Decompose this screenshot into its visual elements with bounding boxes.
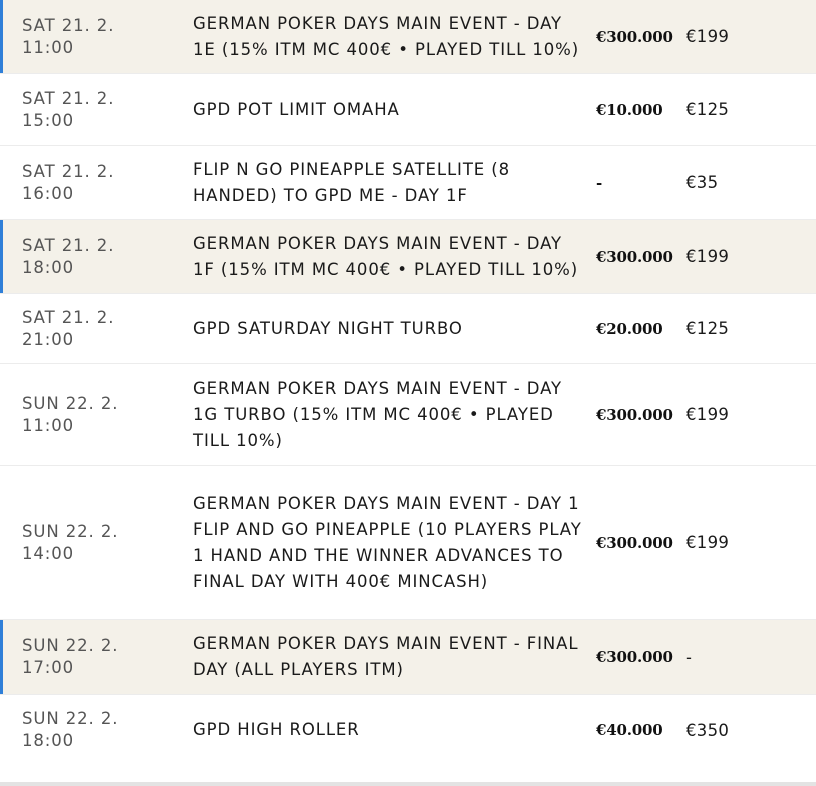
schedule-row[interactable] (0, 74, 816, 146)
event-time: 18:00 (22, 731, 75, 750)
schedule-row[interactable] (0, 466, 816, 620)
event-guarantee: €300.000 (596, 533, 673, 552)
event-datetime (22, 466, 172, 619)
event-name: GPD SATURDAY NIGHT TURBO (193, 318, 463, 338)
event-datetime (22, 695, 172, 765)
event-guarantee: €10.000 (596, 100, 663, 119)
event-name: GPD POT LIMIT OMAHA (193, 99, 400, 119)
event-buyin: - (686, 647, 693, 667)
schedule-row[interactable] (0, 146, 816, 220)
event-datetime (22, 146, 172, 219)
event-name: GERMAN POKER DAYS MAIN EVENT - DAY 1 FLIP AND GO PINEAPPLE (10 PLAYERS PLAY 1 HAND AND THE WINNER ADVANCES TO FINAL DAY WITH 400€ MINCASH) (193, 493, 582, 591)
event-datetime (22, 0, 172, 73)
event-time: 18:00 (22, 257, 75, 277)
schedule-row[interactable] (0, 695, 816, 765)
event-time: 15:00 (22, 110, 75, 130)
event-buyin: €350 (686, 720, 730, 740)
event-day: SAT 21. 2. (22, 88, 115, 108)
event-name: GPD HIGH ROLLER (193, 720, 360, 739)
event-buyin: €199 (686, 405, 730, 424)
event-name: GERMAN POKER DAYS MAIN EVENT - FINAL DAY (ALL PLAYERS ITM) (193, 634, 579, 679)
event-time: 17:00 (22, 658, 75, 677)
event-day: SUN 22. 2. (22, 636, 119, 655)
event-buyin: €199 (686, 27, 730, 46)
event-guarantee: €40.000 (596, 721, 663, 739)
event-guarantee: €20.000 (596, 319, 663, 338)
schedule-row[interactable] (0, 364, 816, 466)
event-day: SAT 21. 2. (22, 235, 115, 255)
event-time: 11:00 (22, 415, 75, 435)
event-datetime (22, 620, 172, 694)
event-guarantee: €300.000 (596, 27, 673, 46)
event-name: GERMAN POKER DAYS MAIN EVENT - DAY 1E (15% ITM MC 400€ • PLAYED TILL 10%) (193, 13, 580, 59)
schedule-row[interactable] (0, 0, 816, 74)
event-datetime (22, 74, 172, 145)
schedule-row[interactable] (0, 220, 816, 294)
event-buyin: €199 (686, 533, 730, 552)
event-buyin: €35 (686, 173, 719, 192)
event-day: SUN 22. 2. (22, 521, 119, 541)
event-guarantee: €300.000 (596, 405, 673, 424)
event-buyin: €125 (686, 319, 730, 338)
event-time: 14:00 (22, 543, 75, 563)
event-datetime (22, 364, 172, 465)
event-name: FLIP N GO PINEAPPLE SATELLITE (8 HANDED) TO GPD ME - DAY 1F (193, 159, 511, 205)
event-name: GERMAN POKER DAYS MAIN EVENT - DAY 1G TURBO (15% ITM MC 400€ • PLAYED TILL 10%) (193, 378, 562, 450)
event-day: SAT 21. 2. (22, 161, 115, 181)
table-bottom-divider (0, 782, 816, 786)
event-day: SUN 22. 2. (22, 393, 119, 413)
event-time: 21:00 (22, 329, 75, 349)
event-guarantee: - (596, 173, 603, 192)
event-day: SUN 22. 2. (22, 709, 119, 728)
event-time: 16:00 (22, 183, 75, 203)
event-day: SAT 21. 2. (22, 307, 115, 327)
schedule-row[interactable] (0, 620, 816, 695)
event-day: SAT 21. 2. (22, 15, 115, 35)
event-datetime (22, 220, 172, 293)
event-time: 11:00 (22, 37, 75, 57)
event-datetime (22, 294, 172, 363)
event-guarantee: €300.000 (596, 648, 673, 666)
event-name: GERMAN POKER DAYS MAIN EVENT - DAY 1F (15% ITM MC 400€ • PLAYED TILL 10%) (193, 233, 579, 279)
event-buyin: €199 (686, 247, 730, 266)
event-guarantee: €300.000 (596, 247, 673, 266)
schedule-row[interactable] (0, 294, 816, 364)
event-buyin: €125 (686, 100, 730, 119)
